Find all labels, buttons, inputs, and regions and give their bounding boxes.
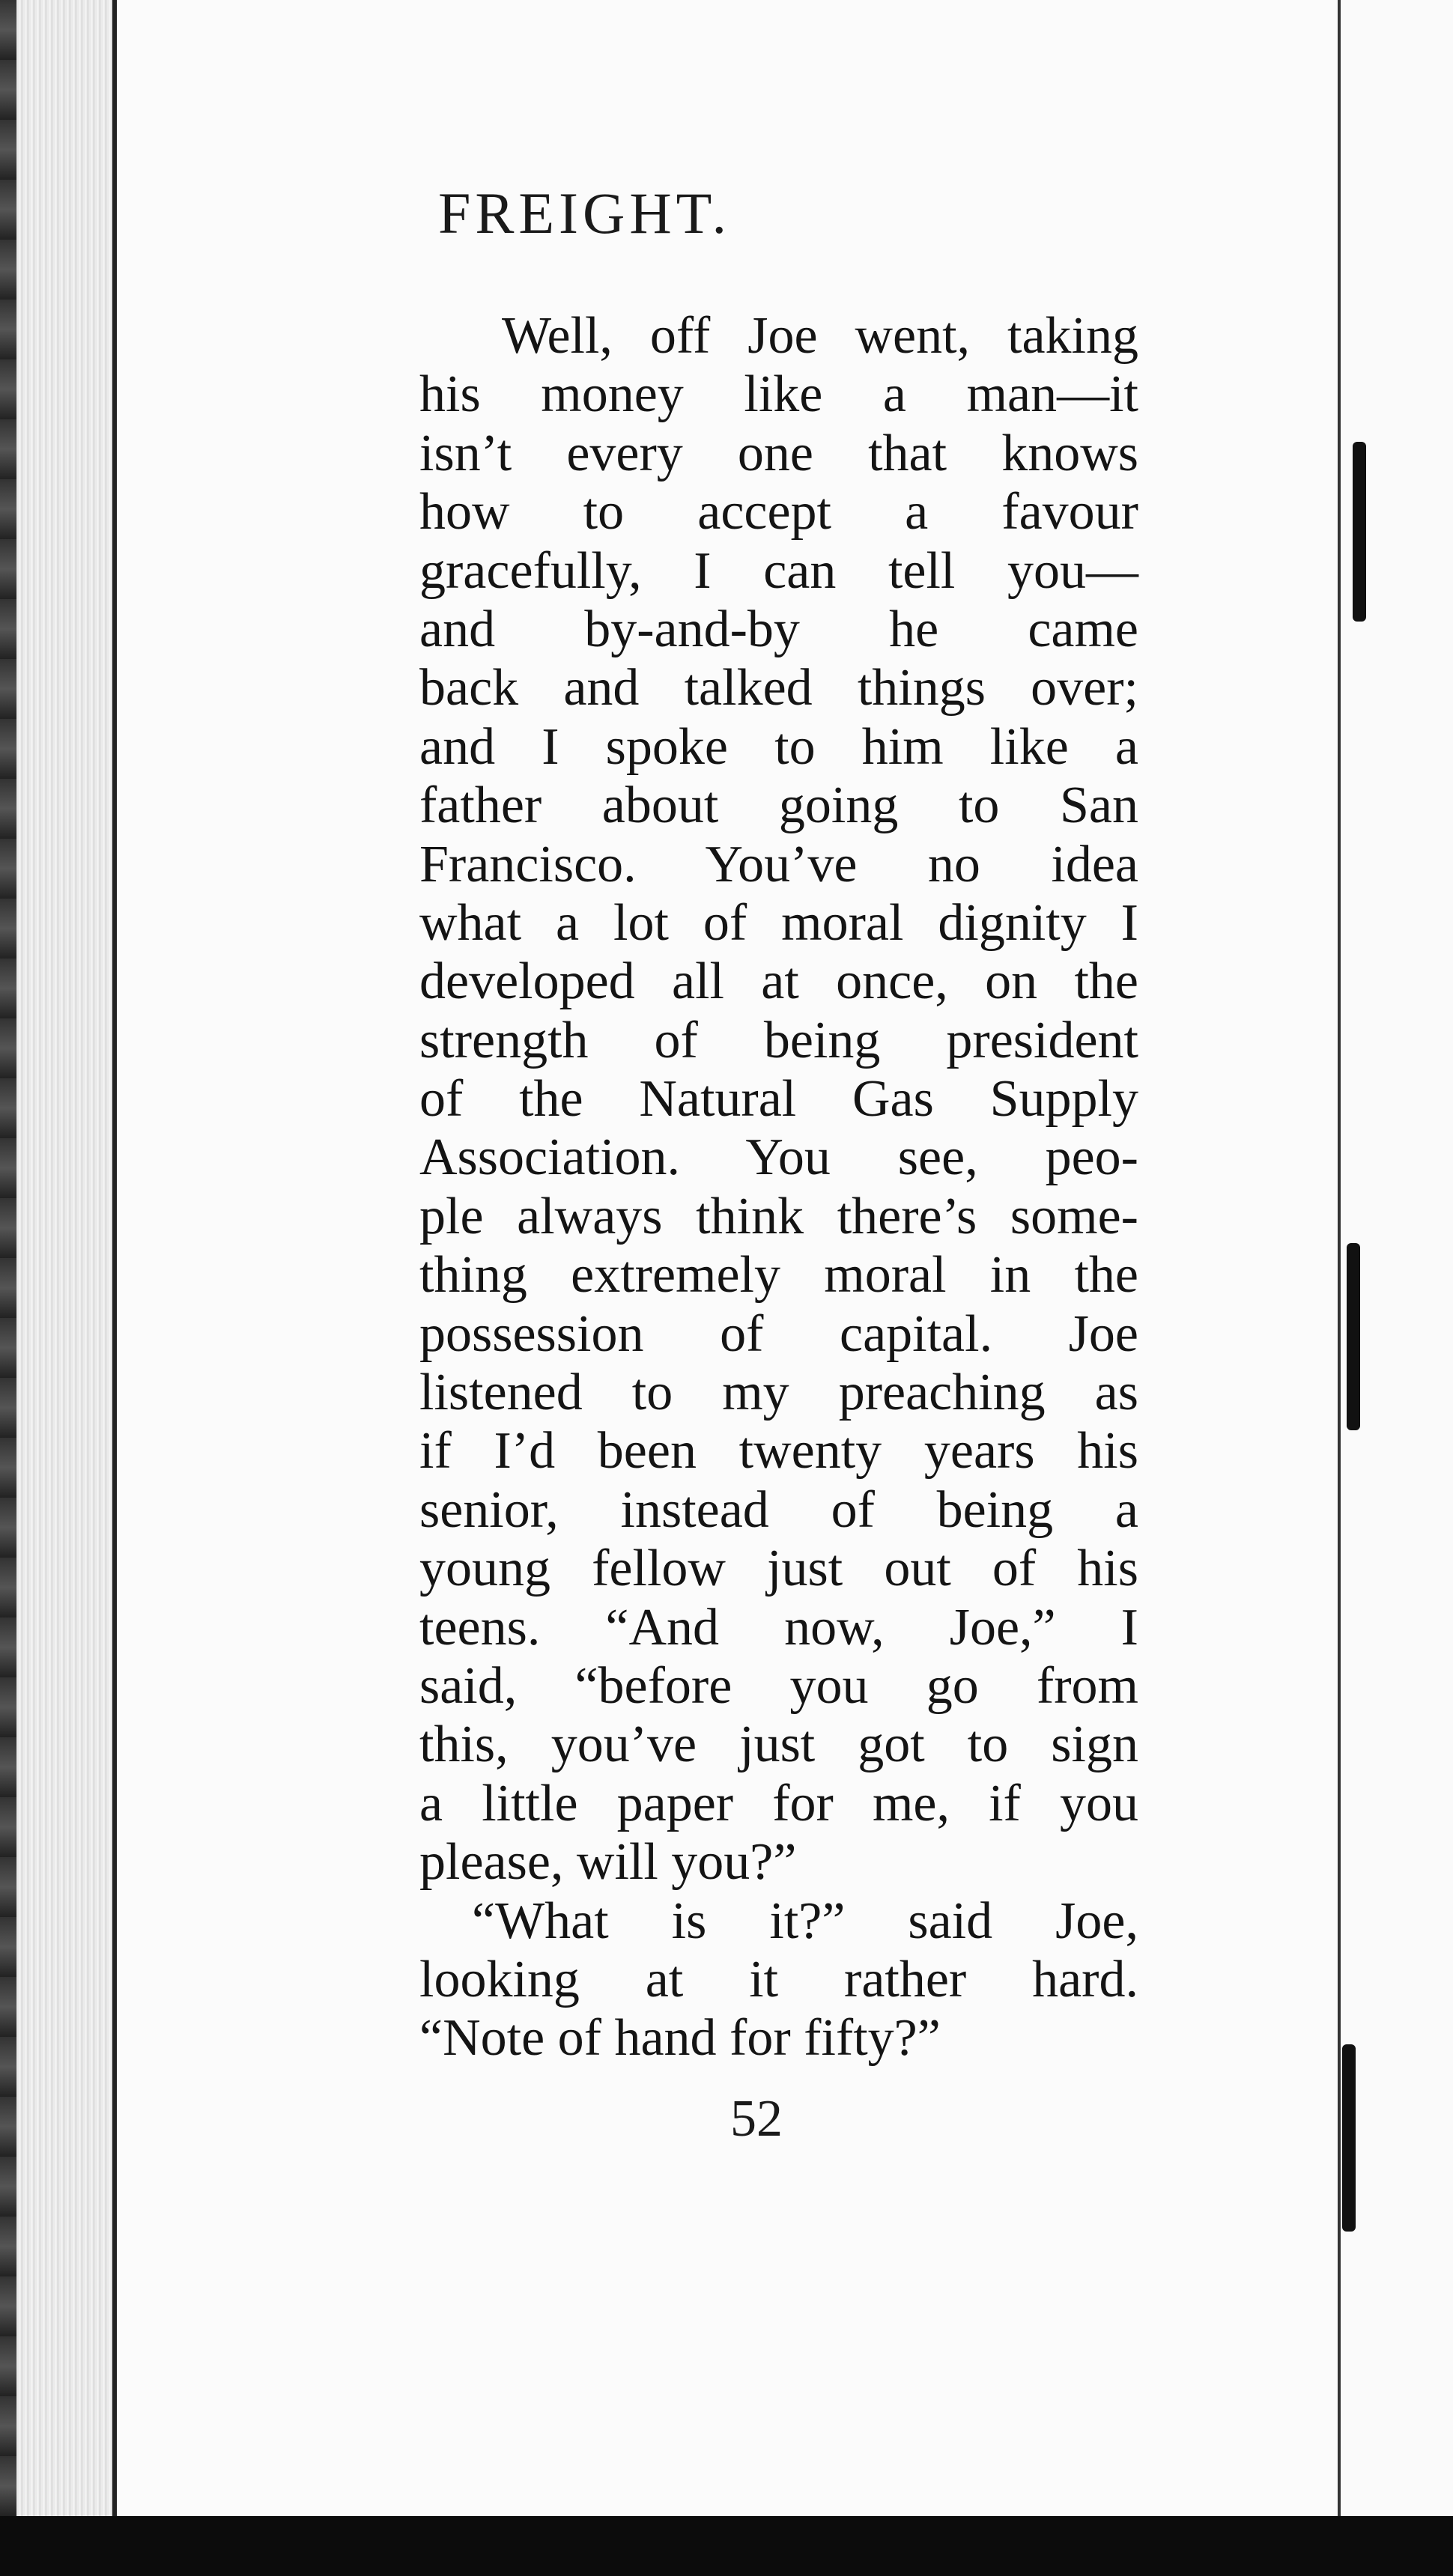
text-line: senior, instead of being a <box>419 1480 1138 1539</box>
text-line: teens. “And now, Joe,” I <box>419 1598 1138 1656</box>
text-line: his money like a man—it <box>419 365 1138 424</box>
text-line: thing extremely moral in the <box>419 1246 1138 1304</box>
text-line: looking at it rather hard. <box>419 1950 1138 2008</box>
running-head: FREIGHT. <box>438 180 732 246</box>
text-line: Association. You see, peo- <box>419 1128 1138 1187</box>
text-line: father about going to San <box>419 777 1138 835</box>
text-line: of the Natural Gas Supply <box>419 1070 1138 1128</box>
text-line: a little paper for me, if you <box>419 1774 1138 1832</box>
body-text <box>419 307 1138 2068</box>
text-line: said, “before you go from <box>419 1656 1138 1715</box>
text-line: back and talked things over; <box>419 659 1138 717</box>
text-line: strength of being president <box>419 1011 1138 1069</box>
scan-bottom-border <box>0 2516 1453 2576</box>
binding-mark <box>1353 442 1366 622</box>
text-line: and by-and-by he came <box>419 600 1138 658</box>
right-margin <box>1338 0 1453 2516</box>
book-spine <box>0 0 16 2516</box>
text-line: ple always think there’s some- <box>419 1187 1138 1245</box>
text-line: “Note of hand for fifty?” <box>419 2009 941 2068</box>
text-line: Well, off Joe went, taking <box>502 307 1138 365</box>
text-line: Francisco. You’ve no idea <box>419 835 1138 893</box>
text-line: “What is it?” said Joe, <box>472 1892 1138 1950</box>
text-line: listened to my preaching as <box>419 1364 1138 1422</box>
text-line: gracefully, I can tell you— <box>419 541 1138 600</box>
binding-mark <box>1347 1243 1360 1430</box>
binding-mark <box>1342 2044 1356 2232</box>
text-line: possession of capital. Joe <box>419 1304 1138 1363</box>
text-line: young fellow just out of his <box>419 1540 1138 1598</box>
text-line: developed all at once, on the <box>419 953 1138 1011</box>
text-line: please, will you?” <box>419 1833 797 1892</box>
text-line: how to accept a favour <box>419 483 1138 541</box>
text-line: this, you’ve just got to sign <box>419 1716 1138 1774</box>
text-line: isn’t every one that knows <box>419 424 1138 482</box>
text-line: if I’d been twenty years his <box>419 1422 1138 1480</box>
book-page-edges <box>0 0 117 2516</box>
text-line: what a lot of moral dignity I <box>419 893 1138 952</box>
text-line: and I spoke to him like a <box>419 717 1138 776</box>
page-number: 52 <box>730 2090 783 2148</box>
